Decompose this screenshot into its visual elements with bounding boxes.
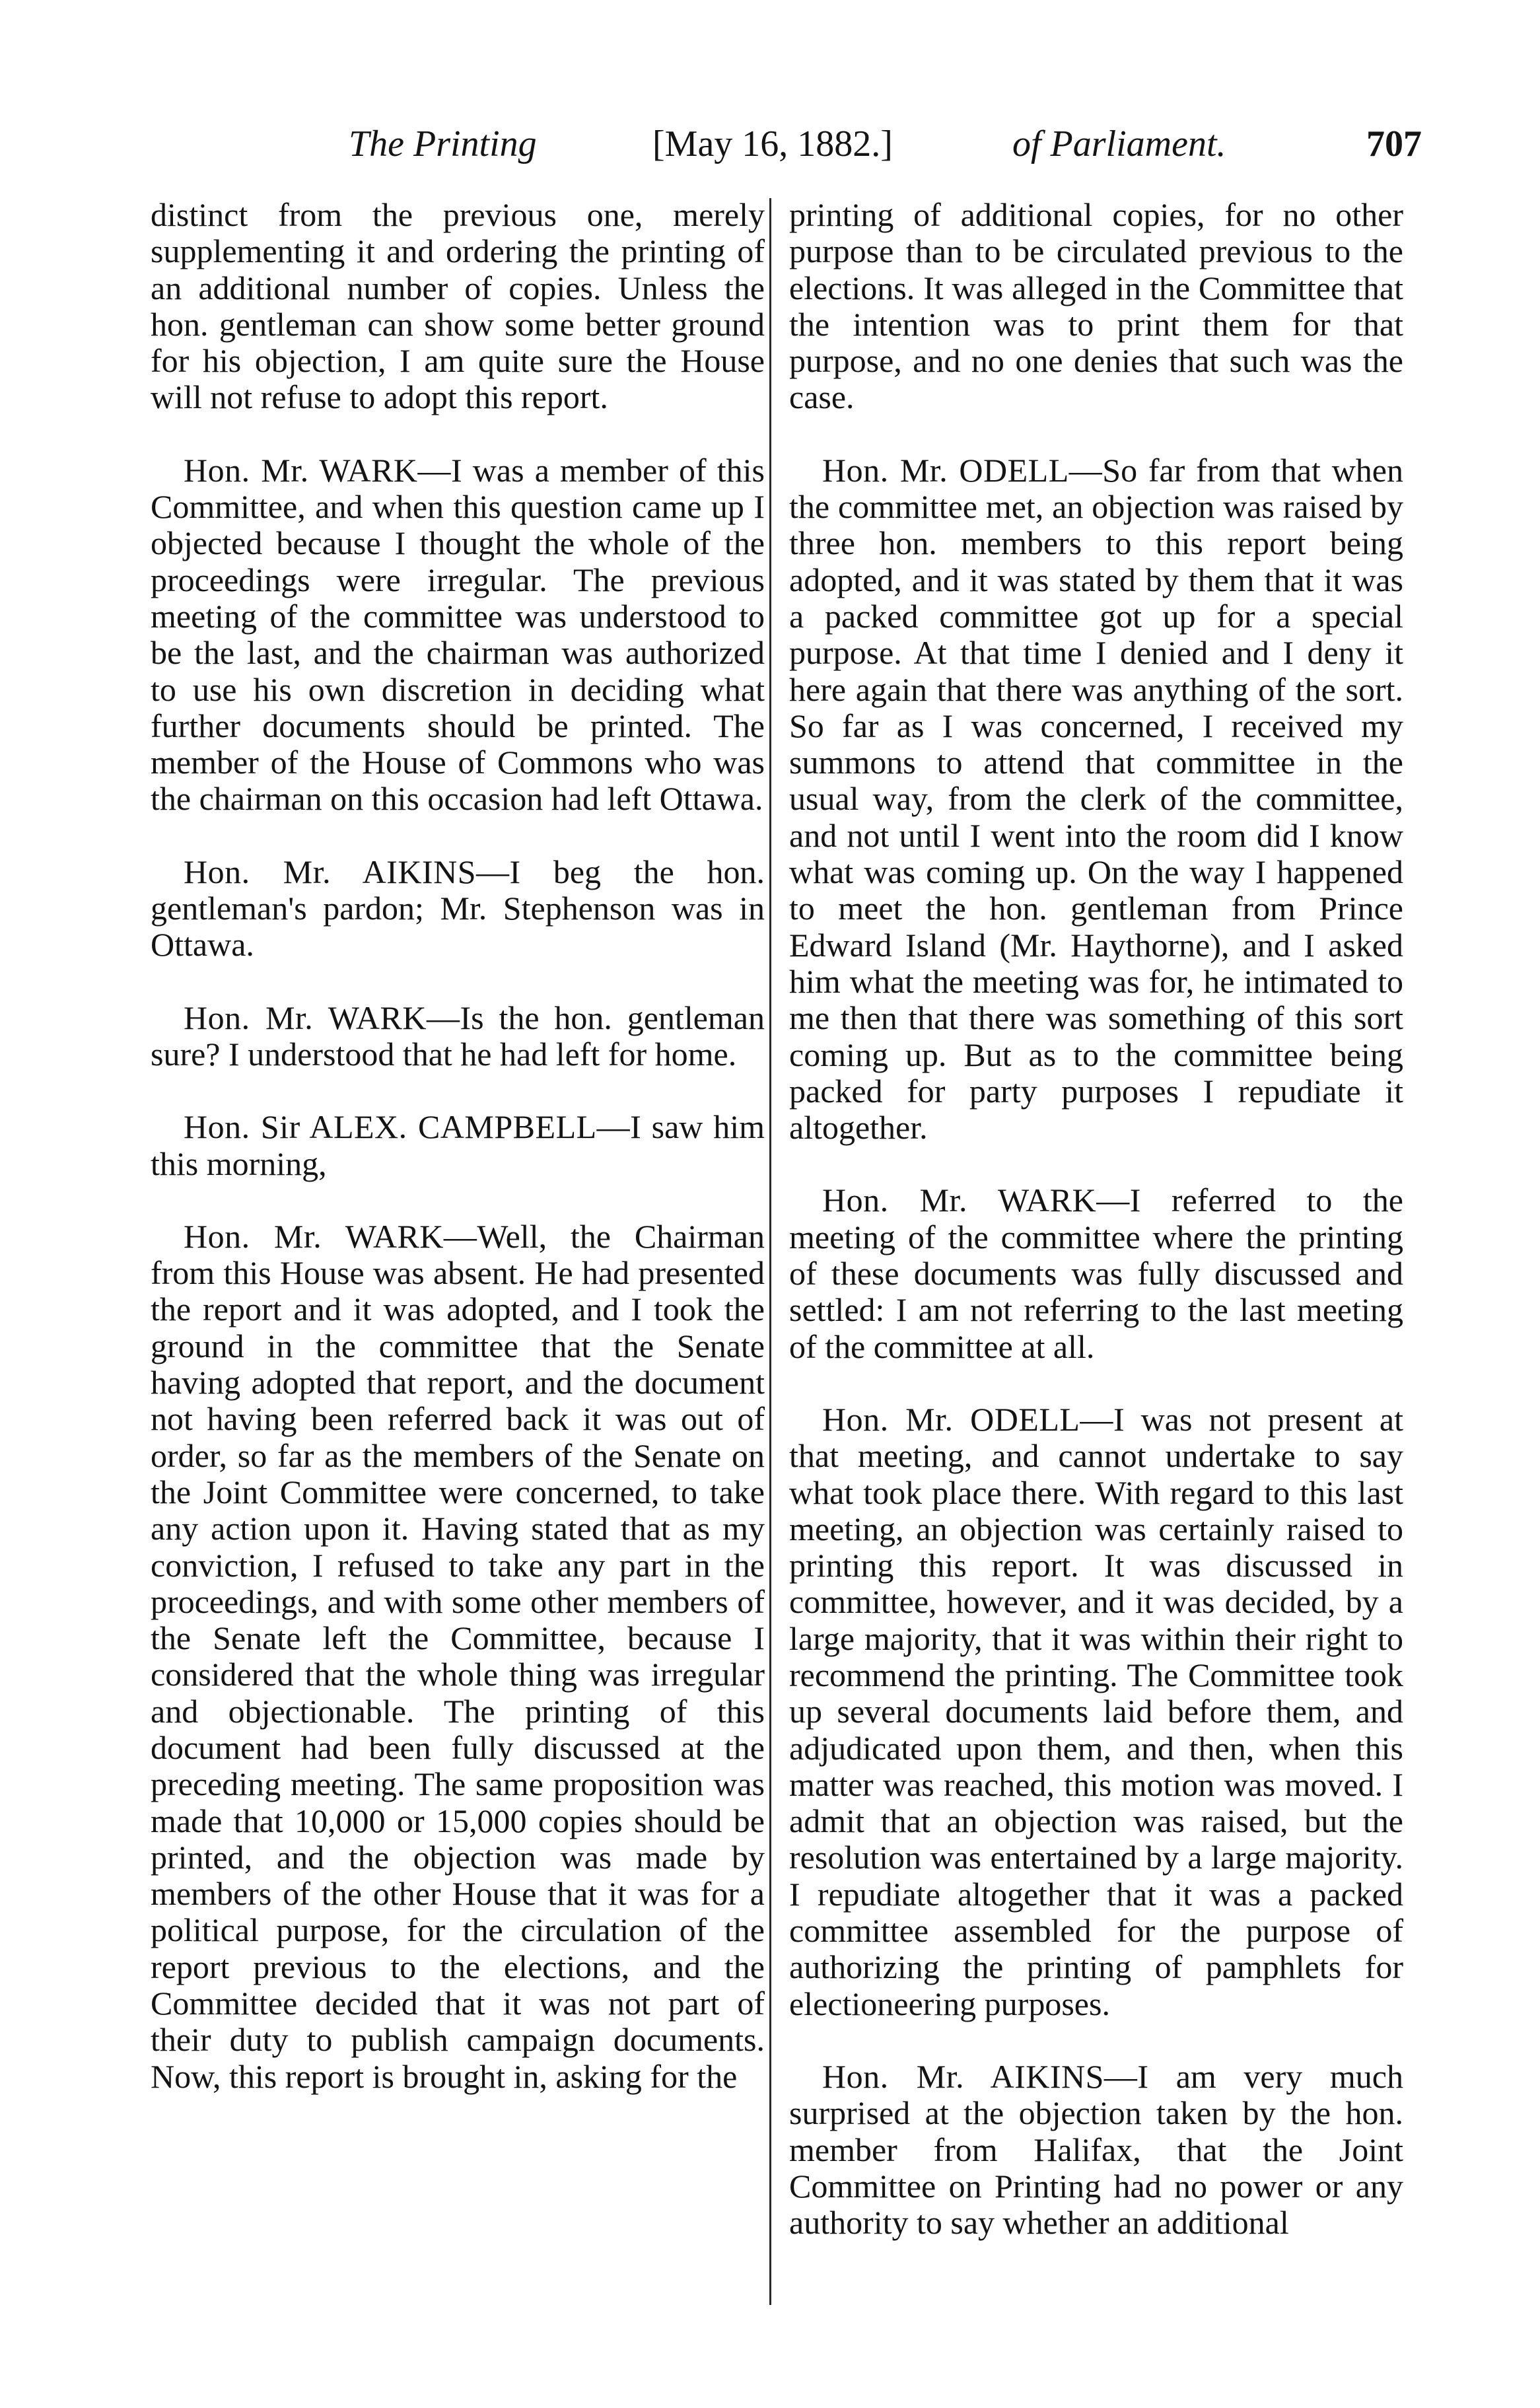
paragraph-text: I was not present at that meeting, and cannot undertake to say what took place there. With regard to this last meeting, an objection was certainly raised to printing this report. It was discussed in committee, however, and it was decided, by a large majority, that it was within their right to recommend the printing. The Committee took up several documents laid before them, and adjudicated upon them, and then, when this matter was reached, this motion was moved. I admit that an objection was raised, but the resolution was entertained by a large majority. I repudiate altogether that it was a packed committee assembled for the purpose of authorizing the printing of pamphlets for electioneering purposes. (789, 1400, 1403, 2022)
speaker: Hon. Mr. AIKINS— (822, 2057, 1138, 2095)
paragraph-text: So far from that when the committee met, an objection was raised by three hon. members to this report being adopted, and it was stated by them that it was a packed committee got up for a special purpose. At that time I denied and I deny it here again that there was anything of the sort. So far as I was concerned, I received my summons to attend that committee in the usual way, from the clerk of the committee, and not until I went into the room did I know what was coming up. On the way I happened to meet the hon. gentleman from Prince Edward Island (Mr. Haythorne), and I asked him what the meeting was for, he intimated to me then that there was something of this sort coming up. But as to the committee being packed for party purposes I repudiate it altogether. (789, 451, 1403, 1147)
speaker: Hon. Mr. ODELL— (822, 451, 1103, 489)
paragraph-text: I was a member of this Committee, and when this question came up I objected because I thought the whole of the proceedings were irregular. The previous meeting of the committee was understood to be the last, and the chairman was authorized to use his own discretion in deciding what further documents should be printed. The member of the House of Commons who was the chairman on this occasion had left Ottawa. (151, 451, 765, 818)
paragraph (151, 854, 765, 964)
left-column (151, 197, 765, 2095)
paragraph-text: I am very much surprised at the objection taken by the hon. member from Halifax, that the Joint Committee on Printing had no power or any authority to say whether an additional (789, 2057, 1403, 2242)
paragraph-text: Is the hon. gentleman sure? I understood that he had left for home. (151, 999, 765, 1073)
speaker: Hon. Mr. WARK— (822, 1182, 1130, 1219)
paragraph (789, 2059, 1403, 2241)
page-number: 707 (1366, 124, 1422, 164)
speaker: Hon. Mr. ODELL— (822, 1400, 1113, 1438)
running-header (151, 118, 1422, 170)
paragraph (789, 452, 1403, 1147)
paragraph-text: I saw him this morning, (151, 1108, 765, 1182)
paragraph-text: I referred to the meeting of the committee where the printing of these documents was fully discussed and settled: I am not referring to the last meeting of the committee at all. (789, 1182, 1403, 1365)
column-divider (769, 198, 771, 2305)
header-right-title: of Parliament. (1012, 124, 1226, 164)
paragraph (789, 1401, 1403, 2022)
speaker: Hon. Mr. WARK— (184, 451, 452, 489)
right-column (789, 197, 1403, 2241)
paragraph-text: I beg the hon. gentleman's pardon; Mr. Stephenson was in Ottawa. (151, 853, 765, 964)
speaker: Hon. Mr. WARK— (184, 999, 460, 1036)
header-left-title: The Printing (349, 124, 537, 164)
paragraph (151, 1219, 765, 2095)
paragraph (151, 1000, 765, 1073)
paragraph (789, 197, 1403, 416)
paragraph-text: printing of additional copies, for no other purpose than to be circulated previous to the elections. It was alleged in the Committee that the intention was to print them for that purpose, and no one denies that such was the case. (789, 196, 1403, 416)
paragraph-text: Well, the Chairman from this House was absent. He had presented the report and it was adopted, and I took the ground in the committee that the Senate having adopted that report, and the document not having been referred back it was out of order, so far as the members of the Senate on the Joint Committee were concerned, to take any action upon it. Having stated that as my conviction, I refused to take any part in the proceedings, and with some other members of the Senate left the Committee, because I considered that the whole thing was irregular and objectionable. The printing of this document had been fully discussed at the preceding meeting. The same proposition was made that 10,000 or 15,000 copies should be printed, and the objection was made by members of the other House that it was for a political purpose, for the circulation of the report previous to the elections, and the Committee decided that it was not part of their duty to publish campaign documents. Now, this report is brought in, asking for the (151, 1217, 765, 2095)
paragraph (151, 452, 765, 818)
speaker: Hon. Mr. AIKINS— (184, 853, 510, 890)
speaker: Hon. Mr. WARK— (184, 1217, 477, 1255)
paragraph (151, 197, 765, 416)
paragraph-text: distinct from the previous one, merely supplementing it and ordering the printing of an additional number of copies. Unless the hon. gentleman can show some better ground for his objection, I am quite sure the House will not refuse to adopt this report. (151, 196, 765, 416)
header-date: [May 16, 1882.] (652, 124, 893, 164)
paragraph (789, 1182, 1403, 1364)
speaker: Hon. Sir ALEX. CAMPBELL— (184, 1108, 631, 1146)
paragraph (151, 1109, 765, 1182)
